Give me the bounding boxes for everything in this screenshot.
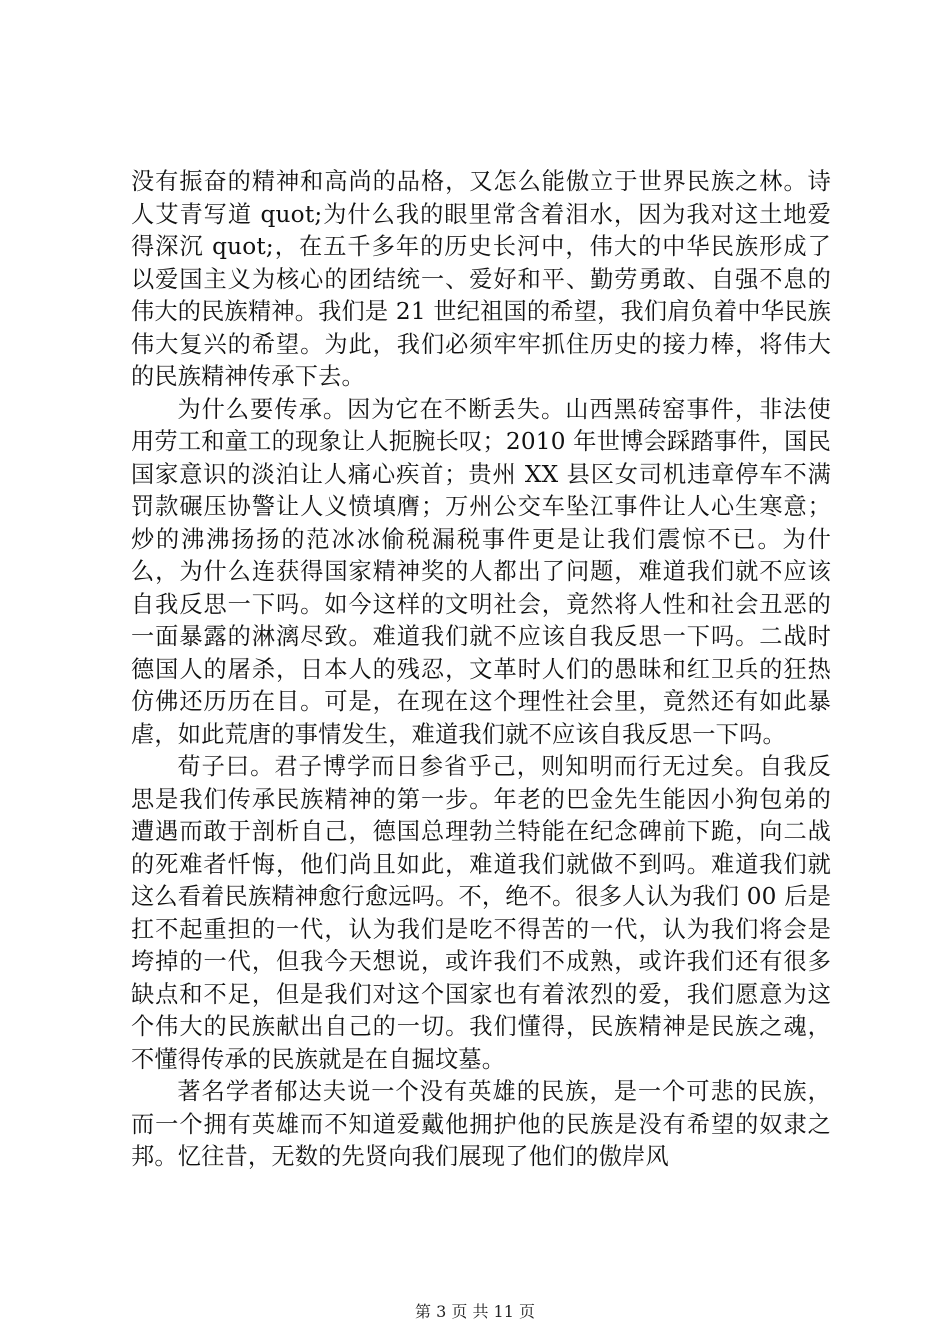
paragraph-4: 著名学者郁达夫说一个没有英雄的民族，是一个可悲的民族，而一个拥有英雄而不知道爱戴他拥护他的民族是没有希望的奴隶之邦。忆往昔，无数的先贤向我们展现了他们的傲岸风: [131, 1078, 831, 1170]
paragraph-3: 荀子曰。君子博学而日参省乎己，则知明而行无过矣。自我反思是我们传承民族精神的第一步。年老的巴金先生能因小狗包弟的遭遇而敢于剖析自己，德国总理勃兰特能在纪念碑前下跪，向二战的死难者忏悔，他们尚且如此，难道我们就做不到吗。难道我们就这么看着民族精神愈行愈远吗。不，绝不。很多人认为我们 00 后是扛不起重担的一代，认为我们是吃不得苦的一代，认为我们将会是垮掉的一代，但我今天想说，或许我们不成熟，或许我们还有很多缺点和不足，但是我们对这个国家也有着浓烈的爱，我们愿意为这个伟大的民族献出自己的一切。我们懂得，民族精神是民族之魂，不懂得传承的民族就是在自掘坟墓。: [131, 753, 831, 1073]
document-body: [131, 166, 831, 1174]
page-number-footer: 第 3 页 共 11 页: [415, 1302, 535, 1321]
paragraph-1: 没有振奋的精神和高尚的品格，又怎么能傲立于世界民族之林。诗人艾青写道 quot;为什么我的眼里常含着泪水，因为我对这土地爱得深沉 quot;，在五千多年的历史长河中，伟大的中华民族形成了以爱国主义为核心的团结统一、爱好和平、勤劳勇敢、自强不息的伟大的民族精神。我们是 21 世纪祖国的希望，我们肩负着中华民族伟大复兴的希望。为此，我们必须牢牢抓住历史的接力棒，将伟大的民族精神传承下去。: [131, 168, 831, 390]
paragraph-2: 为什么要传承。因为它在不断丢失。山西黑砖窑事件，非法使用劳工和童工的现象让人扼腕长叹；2010 年世博会踩踏事件，国民国家意识的淡泊让人痛心疾首；贵州 XX 县区女司机违章停车不满罚款碾压协警让人义愤填膺；万州公交车坠江事件让人心生寒意；炒的沸沸扬扬的范冰冰偷税漏税事件更是让我们震惊不已。为什么，为什么连获得国家精神奖的人都出了问题，难道我们就不应该自我反思一下吗。如今这样的文明社会，竟然将人性和社会丑恶的一面暴露的淋漓尽致。难道我们就不应该自我反思一下吗。二战时德国人的屠杀，日本人的残忍，文革时人们的愚昧和红卫兵的狂热仿佛还历历在目。可是，在现在这个理性社会里，竟然还有如此暴虐，如此荒唐的事情发生，难道我们就不应该自我反思一下吗。: [131, 395, 831, 748]
